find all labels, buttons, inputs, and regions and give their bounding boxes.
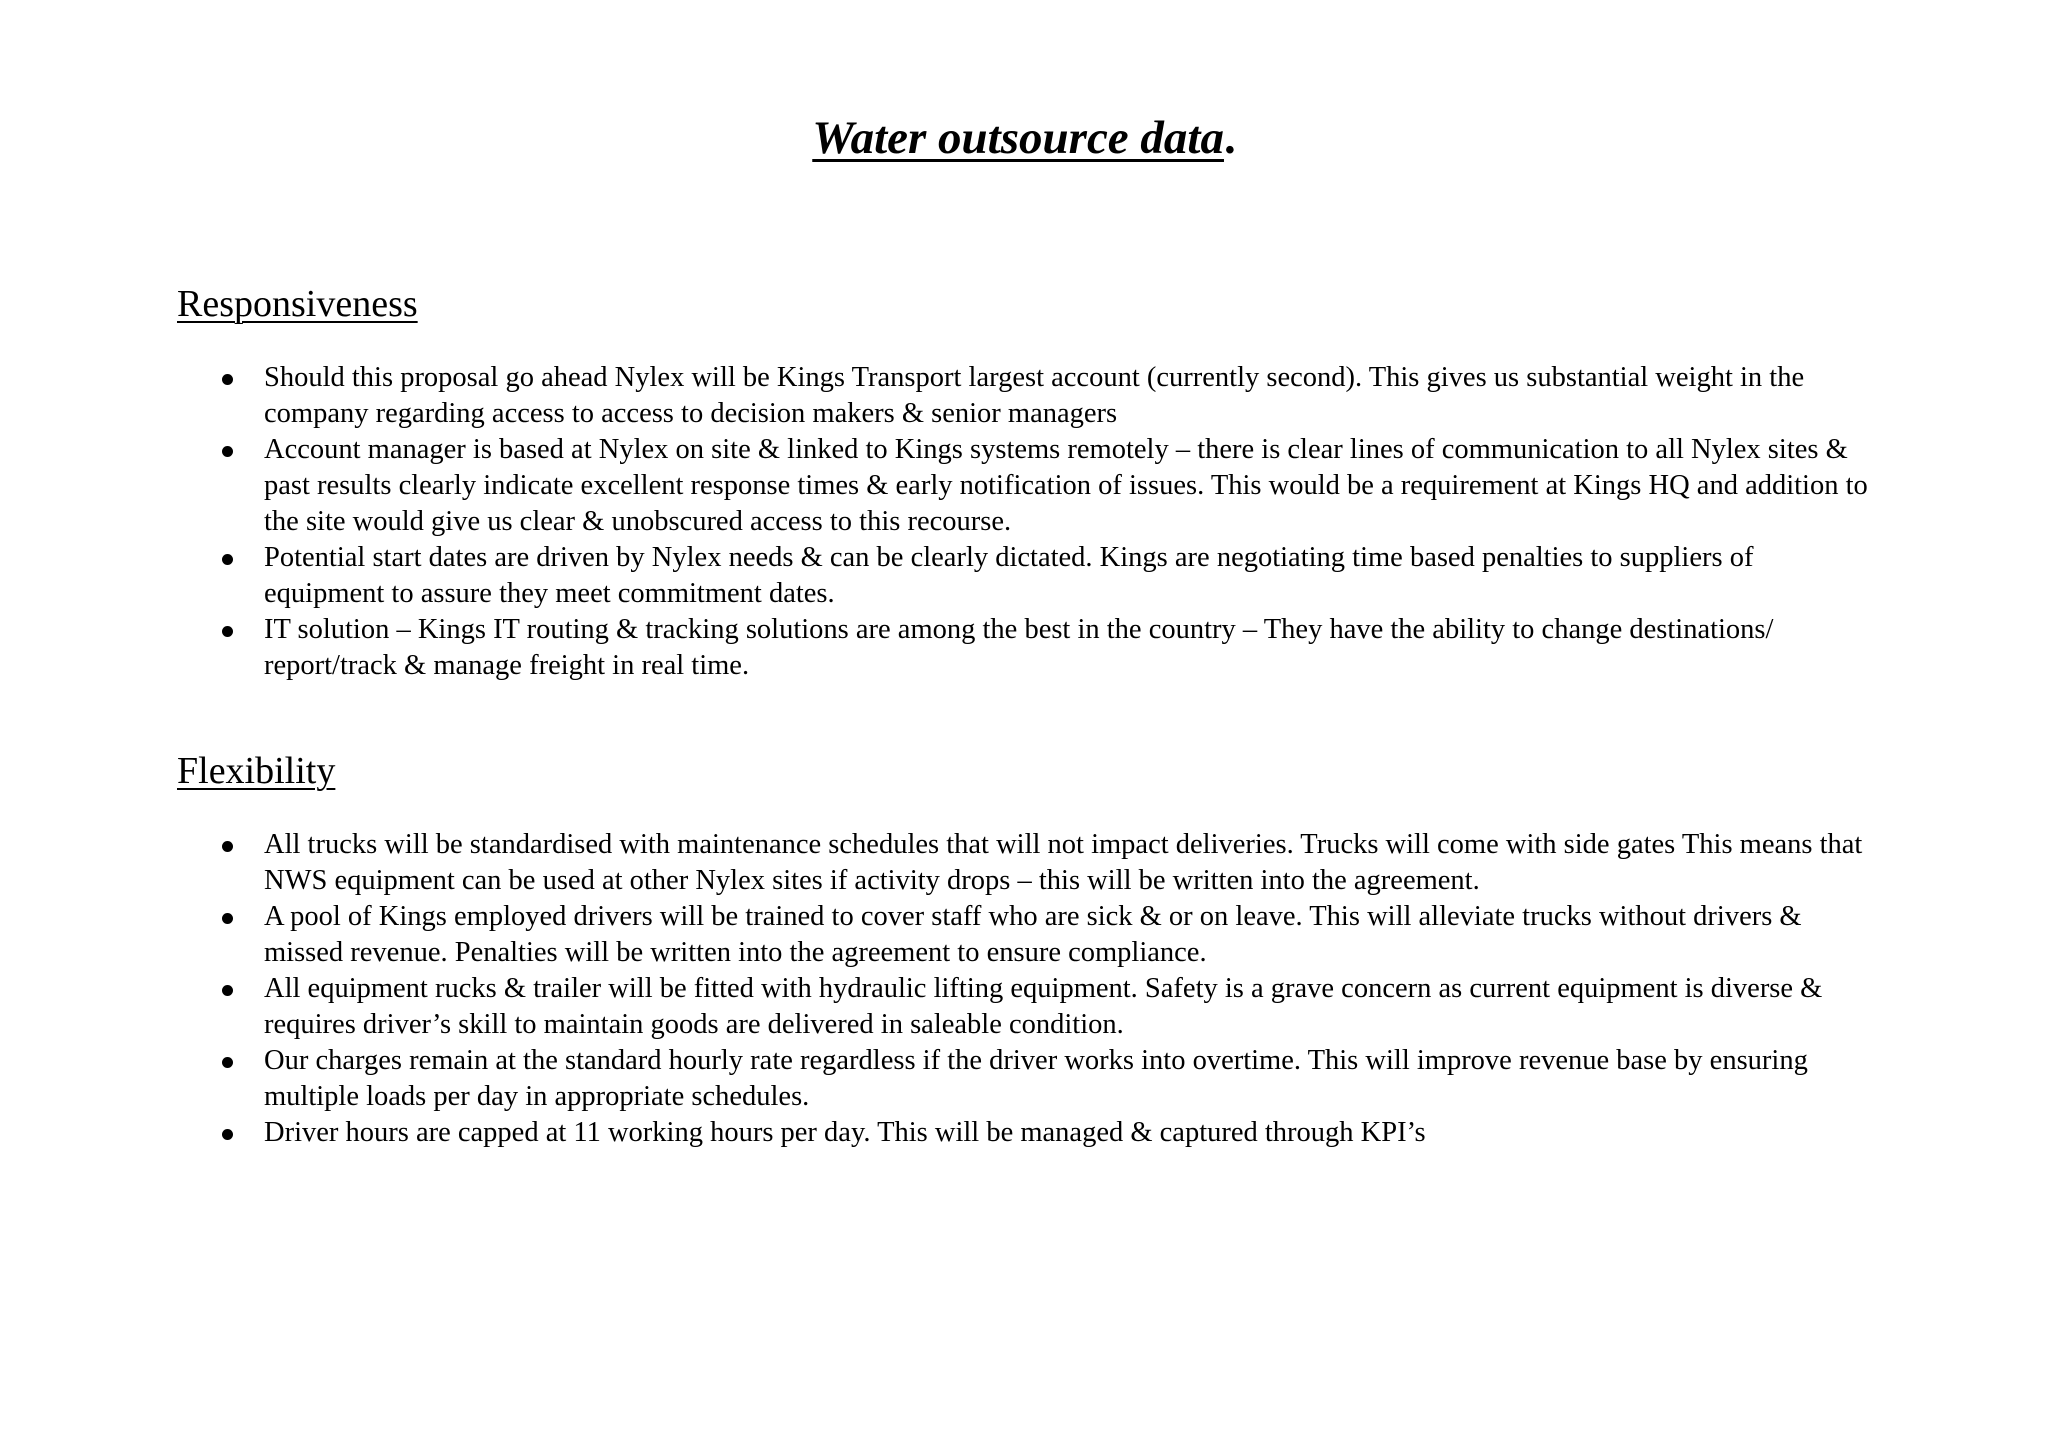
list-item <box>0 432 2048 540</box>
section-heading-flexibility: Flexibility <box>177 750 336 792</box>
list-item-text: A pool of Kings employed drivers will be trained to cover staff who are sick & or on leave. This will alleviate trucks without drivers & missed revenue. Penalties will be written into the agreement to ensure compliance. <box>264 901 1802 968</box>
list-item <box>0 971 2048 1043</box>
list-item <box>0 612 2048 684</box>
bullet-icon <box>222 913 233 924</box>
bullet-icon <box>222 1129 233 1140</box>
list-item-text: Our charges remain at the standard hourly rate regardless if the driver works into overtime. This will improve revenue base by ensuring multiple loads per day in appropriate schedules. <box>264 1045 1808 1112</box>
list-item-text: IT solution – Kings IT routing & tracking solutions are among the best in the country – They have the ability to change destinations/ report/track & manage freight in real time. <box>264 614 1774 681</box>
bullet-icon <box>222 374 233 385</box>
list-item-text: Driver hours are capped at 11 working hours per day. This will be managed & captured through KPI’s <box>264 1117 1426 1148</box>
bullet-list-responsiveness <box>0 360 2048 684</box>
list-item-text: Should this proposal go ahead Nylex will be Kings Transport largest account (currently second). This gives us substantial weight in the company regarding access to access to decision makers & senior managers <box>264 362 1805 429</box>
bullet-list-flexibility <box>0 827 2048 1151</box>
bullet-icon <box>222 985 233 996</box>
bullet-icon <box>222 626 233 637</box>
bullet-icon <box>222 554 233 565</box>
document-title-period: . <box>1223 112 1236 164</box>
document-title-text: Water outsource data <box>812 112 1224 164</box>
list-item <box>0 540 2048 612</box>
list-item-text: Potential start dates are driven by Nylex needs & can be clearly dictated. Kings are negotiating time based penalties to suppliers of equipment to assure they meet commitment dates. <box>264 542 1754 609</box>
list-item-text: Account manager is based at Nylex on site & linked to Kings systems remotely – there is clear lines of communication to all Nylex sites & past results clearly indicate excellent response times & early notification of issues. This would be a requirement at Kings HQ and addition to the site would give us clear & unobscured access to this recourse. <box>264 434 1868 537</box>
bullet-icon <box>222 446 233 457</box>
document-title <box>0 108 2048 168</box>
list-item <box>0 360 2048 432</box>
list-item <box>0 1043 2048 1115</box>
list-item-text: All trucks will be standardised with maintenance schedules that will not impact deliveries. Trucks will come with side gates This means that NWS equipment can be used at other Nylex sites if activity drops – this will be written into the agreement. <box>264 829 1863 896</box>
section-heading-responsiveness: Responsiveness <box>177 283 418 325</box>
list-item <box>0 1115 2048 1151</box>
list-item <box>0 827 2048 899</box>
list-item-text: All equipment rucks & trailer will be fitted with hydraulic lifting equipment. Safety is a grave concern as current equipment is diverse & requires driver’s skill to maintain goods are delivered in saleable condition. <box>264 973 1823 1040</box>
bullet-icon <box>222 1057 233 1068</box>
list-item <box>0 899 2048 971</box>
bullet-icon <box>222 841 233 852</box>
